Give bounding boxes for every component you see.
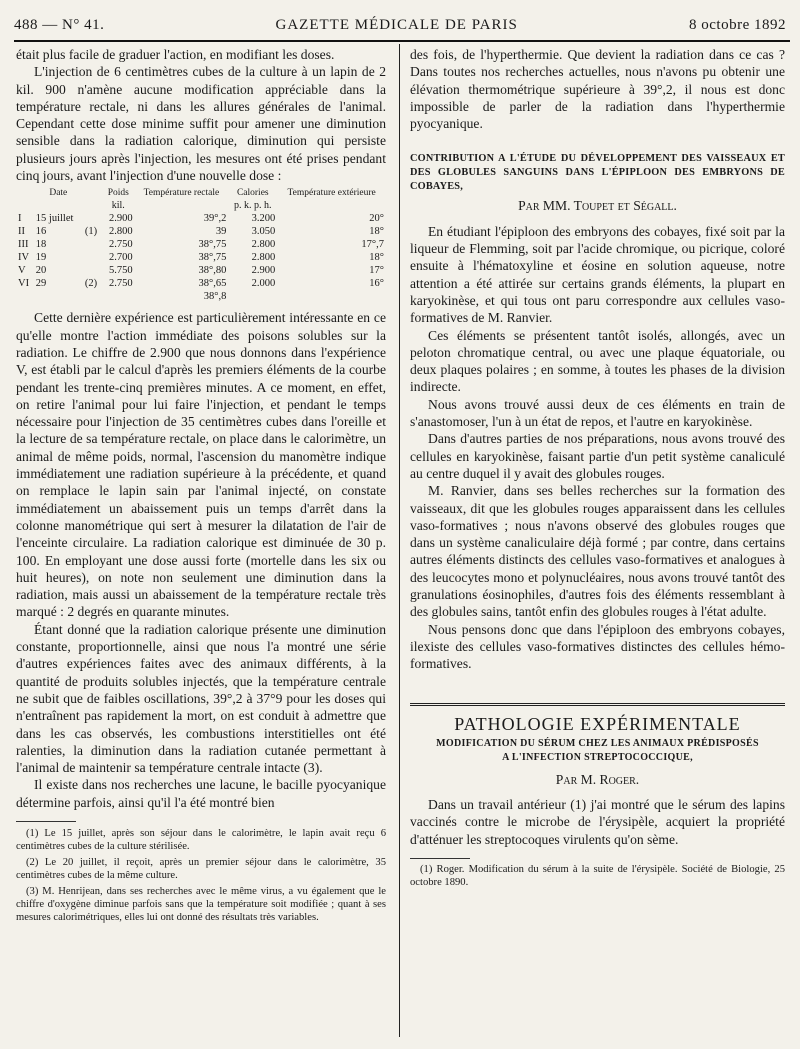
row-temp: 38°,65 (198, 278, 227, 290)
footnote-2 (16, 857, 386, 882)
right-column (410, 46, 785, 893)
right-paragraph-7: Nous pensons donc que dans l'épiploon des embryons cobayes, ilexiste des cellules vaso-formatives distinctes des cellules hémo-formatives. (410, 621, 785, 672)
table-row (16, 264, 386, 277)
row-cal: 2.000 (251, 278, 276, 290)
page-number: 488 (14, 17, 38, 33)
row-poids: 2.750 (108, 278, 133, 290)
footnote-2-text: (2) Le 20 juillet, il reçoit, après un premier séjour dans le calorimètre, 35 centimètres cubes de la même culture. (16, 857, 386, 881)
row-ext: 18° (369, 252, 384, 264)
table-row (16, 251, 386, 264)
row-label: VI (18, 278, 30, 290)
row-poids: 5.750 (108, 265, 133, 277)
row-cal: 3.050 (251, 226, 276, 238)
table-row (16, 212, 386, 225)
footnote-1 (16, 828, 386, 853)
row-date: 19 (35, 252, 47, 264)
column-divider (399, 44, 400, 1037)
footnote-rule (16, 821, 76, 822)
row-ext: 17° (369, 265, 384, 277)
row-cal (228, 290, 277, 303)
row-date (34, 290, 83, 303)
th-temp-rect: Température rectale (143, 188, 220, 199)
row-poids: 2.750 (108, 239, 133, 251)
th-poids: Poids (107, 188, 129, 199)
row-ext (277, 290, 386, 303)
row-temp: 39 (215, 226, 227, 238)
left-paragraph-5: Il existe dans nos recherches une lacune, le bacille pyocyanique détermine parfois, ainsi qu'il l'a été montré bien (16, 777, 386, 810)
right-footnote-1-text: (1) Roger. Modification du sérum à la suite de l'érysipèle. Société de Biologie, 25 octobre 1890. (410, 863, 785, 888)
row-label: III (18, 239, 29, 251)
table-row (16, 277, 386, 290)
row-label: V (18, 265, 26, 277)
row-ext: 16° (369, 278, 384, 290)
right-paragraph-8: Dans un travail antérieur (1) j'ai montré que le sérum des lapins vaccinés contre le microbe de l'érysipèle, acquiert la propriété d'atténuer les streptocoques virulents qu'on sème. (410, 797, 785, 847)
section-divider (410, 703, 785, 706)
journal-title: GAZETTE MÉDICALE DE PARIS (275, 17, 518, 33)
left-paragraph-1: était plus facile de graduer l'action, en modifiant les doses. (16, 47, 335, 62)
footnote-3 (16, 886, 386, 924)
row-poids: 2.800 (108, 226, 133, 238)
row-cal: 2.800 (251, 239, 276, 251)
right-footnote-1 (410, 864, 785, 889)
row-note: (1) (84, 226, 98, 238)
section-title: PATHOLOGIE EXPÉRIMENTALE (454, 713, 741, 734)
row-note (83, 264, 102, 277)
article-title-line-2: A L'INFECTION STREPTOCOCCIQUE, (502, 751, 693, 763)
row-date: 16 (35, 226, 47, 238)
table-row (16, 225, 386, 238)
issue-number: — N° 41. (42, 17, 105, 33)
page-header (14, 14, 786, 34)
row-date: 15 juillet (35, 213, 74, 225)
row-date: 18 (35, 239, 47, 251)
row-temp: 38°,8 (203, 291, 227, 303)
row-date: 29 (35, 278, 47, 290)
row-date: 20 (35, 265, 47, 277)
row-note (83, 290, 102, 303)
row-poids (102, 290, 135, 303)
table-row (16, 238, 386, 251)
row-note (83, 212, 102, 225)
article-author: Par M. Roger. (555, 771, 640, 787)
experiment-table (16, 188, 386, 303)
right-paragraph-1: des fois, de l'hyperthermie. Que devient la radiation dans ce cas ? Dans toutes nos recherches actuelles, nous n'avons pu obtenir une élévation thermométrique supérieure à 39°,2, il nous est donc impossible de parler de la radiation dans l'hyperthermie pyocyanique. (410, 47, 785, 132)
unit-kil: kil. (111, 200, 125, 212)
th-calories: Calories (236, 188, 269, 199)
row-ext: 20° (369, 213, 384, 225)
row-label: IV (18, 252, 30, 264)
page-number-group (14, 17, 104, 34)
left-column (16, 46, 386, 928)
footnote-3-text: (3) M. Henrijean, dans ses recherches avec le même virus, a vu également que le chiffre d'oxygène diminue parfois sans que la température soit modifiée ; quant à ses mesures calorimétriques, elles lui ont donné des résultats très variables. (16, 886, 386, 923)
footnote-rule (410, 858, 470, 859)
row-temp: 38°,75 (198, 252, 227, 264)
right-paragraph-2: En étudiant l'épiploon des embryons des cobayes, fixé soit par la liqueur de Flemming, soit par l'acide chromique, ou picrique, coloré ensuite à l'hématoxyline et éosine en solution aqueuse, notre attention a été attirée sur certains grands éléments, la plupart en karyokinèse, et qui tous ont paru correspondre aux cellules vaso-formatives de M. Ranvier. (410, 223, 785, 326)
row-ext: 17°,7 (361, 239, 384, 251)
issue-date: 8 octobre 1892 (689, 17, 786, 33)
row-cal: 3.200 (251, 213, 276, 225)
header-rule (14, 40, 790, 42)
right-paragraph-5: Dans d'autres parties de nos préparations, nous avons trouvé des cellules en karyokinèse, faisant partie d'un petit système canaliculé au centre duquel il y avait des globules rouges. (410, 431, 785, 481)
row-label (16, 290, 34, 303)
row-label: II (18, 226, 25, 238)
right-paragraph-6: M. Ranvier, dans ses belles recherches sur la formation des vaisseaux, dit que les globules rouges apparaissent dans les cellules vaso-formatives ; nous n'avons observé des globules rouges que dans un système canaliculaire déjà formé ; par contre, dans certains autres éléments distincts des cellules vaso-formatives et analogues à des leucocytes mono et polynucléaires, nous avons trouvé tantôt des granulations éosinophiles, d'autres fois des éléments ressemblant à des globules sains, tantôt enfin des globules rouges à l'état adulte. (410, 483, 785, 620)
th-date: Date (49, 188, 68, 199)
left-paragraph-3: Cette dernière expérience est particulièrement intéressante en ce qu'elle montre l'action immédiate des poisons solubles sur la radiation. Le chiffre de 2.900 que nous donnons dans l'expérience V, est établi par le calcul d'après les premiers éléments de la courbe pendant les trente-cinq premières minutes. A ce moment, en effet, on retire l'animal pour lui faire l'injection, et pendant le temps nécessaire pour l'injection de 35 centimètres cubes dans l'oreille et la lecture de sa température rectale, on place dans le calorimètre, un animal de même poids, normal, l'ascension du manomètre indique immédiatement une radiation supérieure à la précédente, et quand on remplace le lapin sain par l'animal injecté, on constate immédiatement un abaissement puis un temps d'arrêt dans la colonne manométrique qui sert à mesurer la dilatation de l'air de l'enceinte circulaire. La radiation calorique est diminuée de 30 p. 100. En employant une dose aussi forte (mortelle dans les six ou huit heures), on note non seulement une diminution dans la radiation, mais aussi un abaissement de la température rectale très marqué : 2 degrés en quarante minutes. (16, 310, 386, 620)
row-label: I (18, 213, 22, 225)
footnote-1-text: (1) Le 15 juillet, après son séjour dans le calorimètre, le lapin avait reçu 6 centimètres cubes de la culture stérilisée. (16, 827, 386, 852)
th-temp-ext: Température extérieure (287, 188, 376, 199)
right-paragraph-4: Nous avons trouvé aussi deux de ces éléments en train de s'anastomoser, l'un à un état de repos, et l'autre en karyokinèse. (410, 396, 785, 430)
table-row (16, 290, 386, 303)
row-cal: 2.800 (251, 252, 276, 264)
row-note: (2) (84, 278, 98, 290)
row-cal: 2.900 (251, 265, 276, 277)
row-note (83, 251, 102, 264)
row-note (83, 238, 102, 251)
section-authors: Par MM. Toupet et Ségall. (518, 198, 677, 214)
row-temp: 38°,75 (198, 239, 227, 251)
row-temp: 39°,2 (203, 213, 227, 225)
unit-pkph: p. k. p. h. (234, 200, 272, 212)
row-poids: 2.900 (108, 213, 133, 225)
left-paragraph-4: Étant donné que la radiation calorique présente une diminution constante, proportionnelle, ainsi que nous l'a montré une série d'autres expériences faites avec des animaux différents, à la quantité de produits solubles injectés, que la température centrale ne subit que de faibles oscillations, 39°,2 à 37°9 pour les doses qui n'entraînent pas rapidement la mort, on est conduit à admettre que dans les cas observés, les combustions interstitielles ont été ralenties, la diminution dans la radiation cutanée permettant à l'animal de maintenir sa température centrale intacte (3). (16, 621, 386, 776)
section-heading: CONTRIBUTION A L'ÉTUDE DU DÉVELOPPEMENT DES VAISSEAUX ET DES GLOBULES SANGUINS DANS L'ÉPIPLOON DES EMBRYONS DE COBAYES, (410, 153, 785, 193)
row-ext: 18° (369, 226, 384, 238)
article-title-line-1: MODIFICATION DU SÉRUM CHEZ LES ANIMAUX PRÉDISPOSÉS (436, 737, 759, 749)
left-paragraph-2: L'injection de 6 centimètres cubes de la culture à un lapin de 2 kil. 900 n'amène aucune modification appréciable dans la température rectale, ni dans les allures générales de l'animal. Cependant cette dose minime suffit pour amener une diminution sensible dans la radiation calorique, diminution qui persiste plusieurs jours après l'injection, les mesures ont été prises pendant cinq jours, avant l'injection d'une nouvelle dose : (16, 64, 386, 184)
row-poids: 2.700 (108, 252, 133, 264)
row-temp: 38°,80 (198, 265, 227, 277)
right-paragraph-3: Ces éléments se présentent tantôt isolés, allongés, avec un peloton chromatique central, ou avec une plaque équatoriale, ou deux plaques polaires ; en somme, à toutes les phases de la division indirecte. (410, 327, 785, 395)
